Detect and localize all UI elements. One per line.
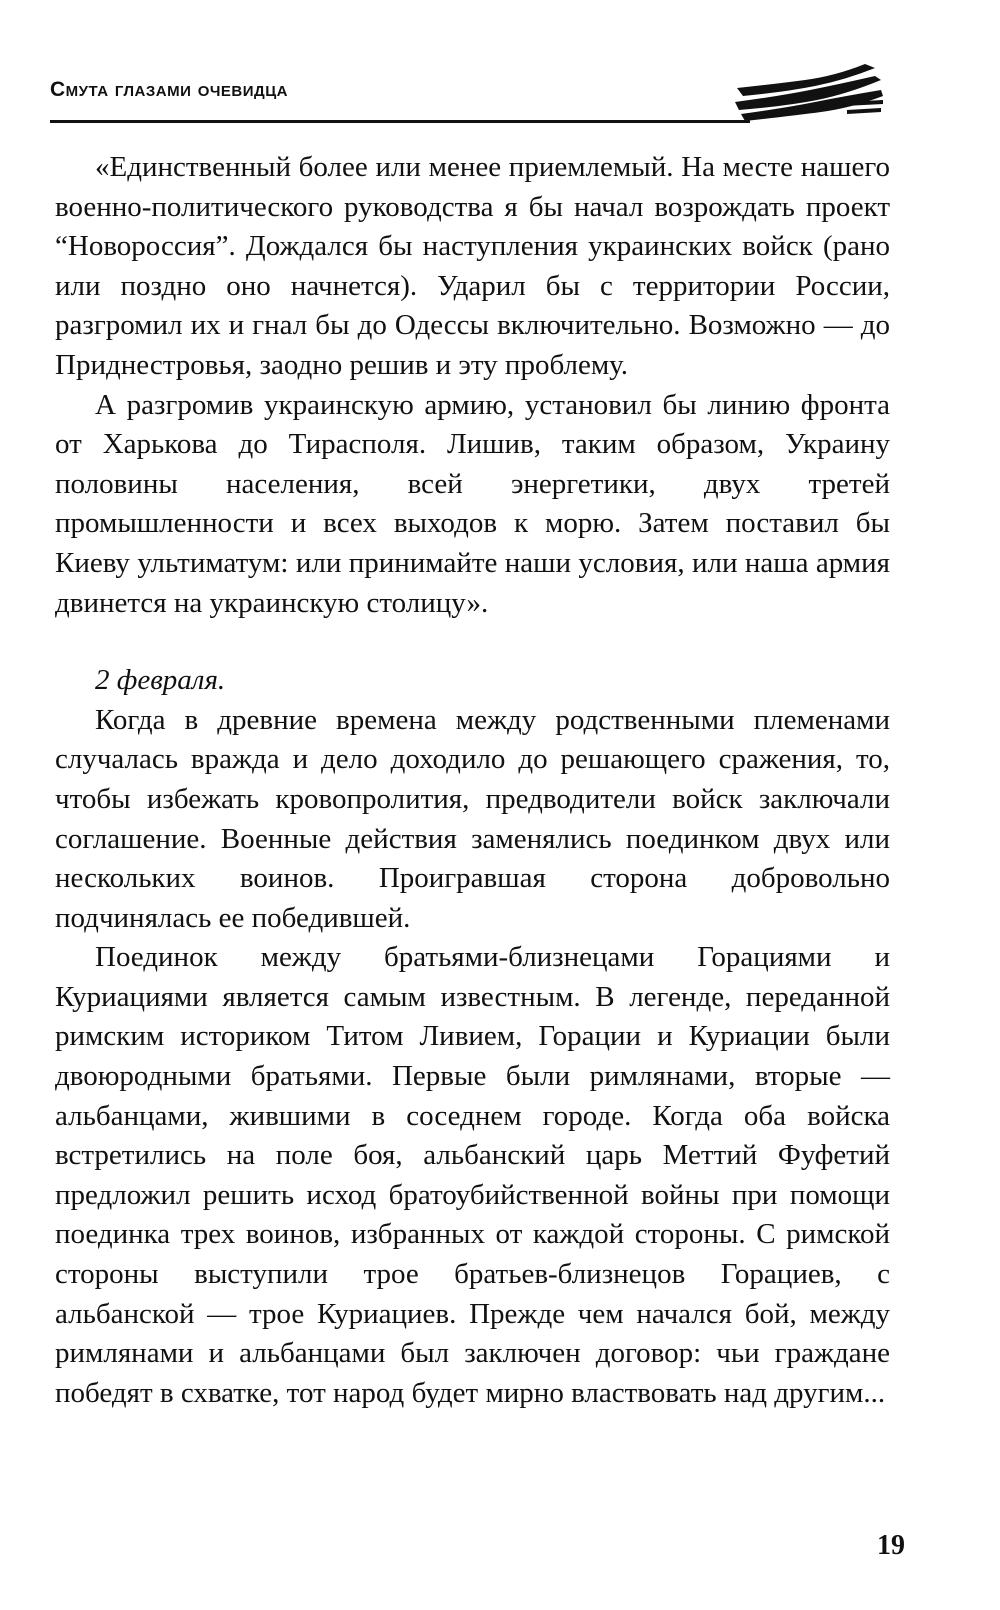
waves-ornament-icon xyxy=(735,58,885,122)
running-head-title: Смута глазами очевидца xyxy=(50,78,289,101)
paragraph-4: Поединок между братьями-близнецами Горациями и Куриациями является самым известным. В легенде, переданной римским историком Титом Ливием, Горации и Куриации были двоюродными братьями. Первые были римлянами, вторые — альбанцами, жившими в соседнем городе. Когда оба войска встретились на поле боя, альбанский царь Меттий Фуфетий предложил решить исход братоубийственной войны при помощи поединка трех воинов, избранных от каждой стороны. С римской стороны выступили трое братьев-близнецов Горациев, с альбанской — трое Куриациев. Прежде чем начался бой, между римлянами и альбанцами был заключен договор: чьи граждане победят в схватке, тот народ будет мирно властвовать над другим... xyxy=(55,941,890,1409)
header-rule xyxy=(50,120,750,123)
date-heading: 2 февраля. xyxy=(95,664,226,697)
quote-paragraph-1: «Единственный более или менее приемлемый. На месте нашего военно-политического руководства я бы начал возрождать проект “Новороссия”. Дождался бы наступления украинских войск (рано или поздно оно начнется). Ударил бы с территории России, разгромил их и гнал бы до Одессы включительно. Возможно — до Приднестровья, заодно решив и эту проблему. xyxy=(55,151,890,381)
quote-paragraph-2: А разгромив украинскую армию, установил бы линию фронта от Харькова до Тирасполя. Лишив, таким образом, Украину половины населения, всей энергетики, двух третей промышленности и всех выходов к морю. Затем поставил бы Киеву ультиматум: или принимайте наши условия, или наша армия двинется на украинскую столицу». xyxy=(55,388,890,619)
main-text xyxy=(55,148,890,1413)
paragraph-3: Когда в древние времена между родственными племенами случалась вражда и дело доходило до решающего сражения, то, чтобы избежать кровопролития, предводители войск заключали соглашение. Военные действия заменялись поединком двух или нескольких воинов. Проигравшая сторона добровольно подчинялась ее победившей. xyxy=(55,703,890,934)
page-number: 19 xyxy=(877,1530,905,1561)
